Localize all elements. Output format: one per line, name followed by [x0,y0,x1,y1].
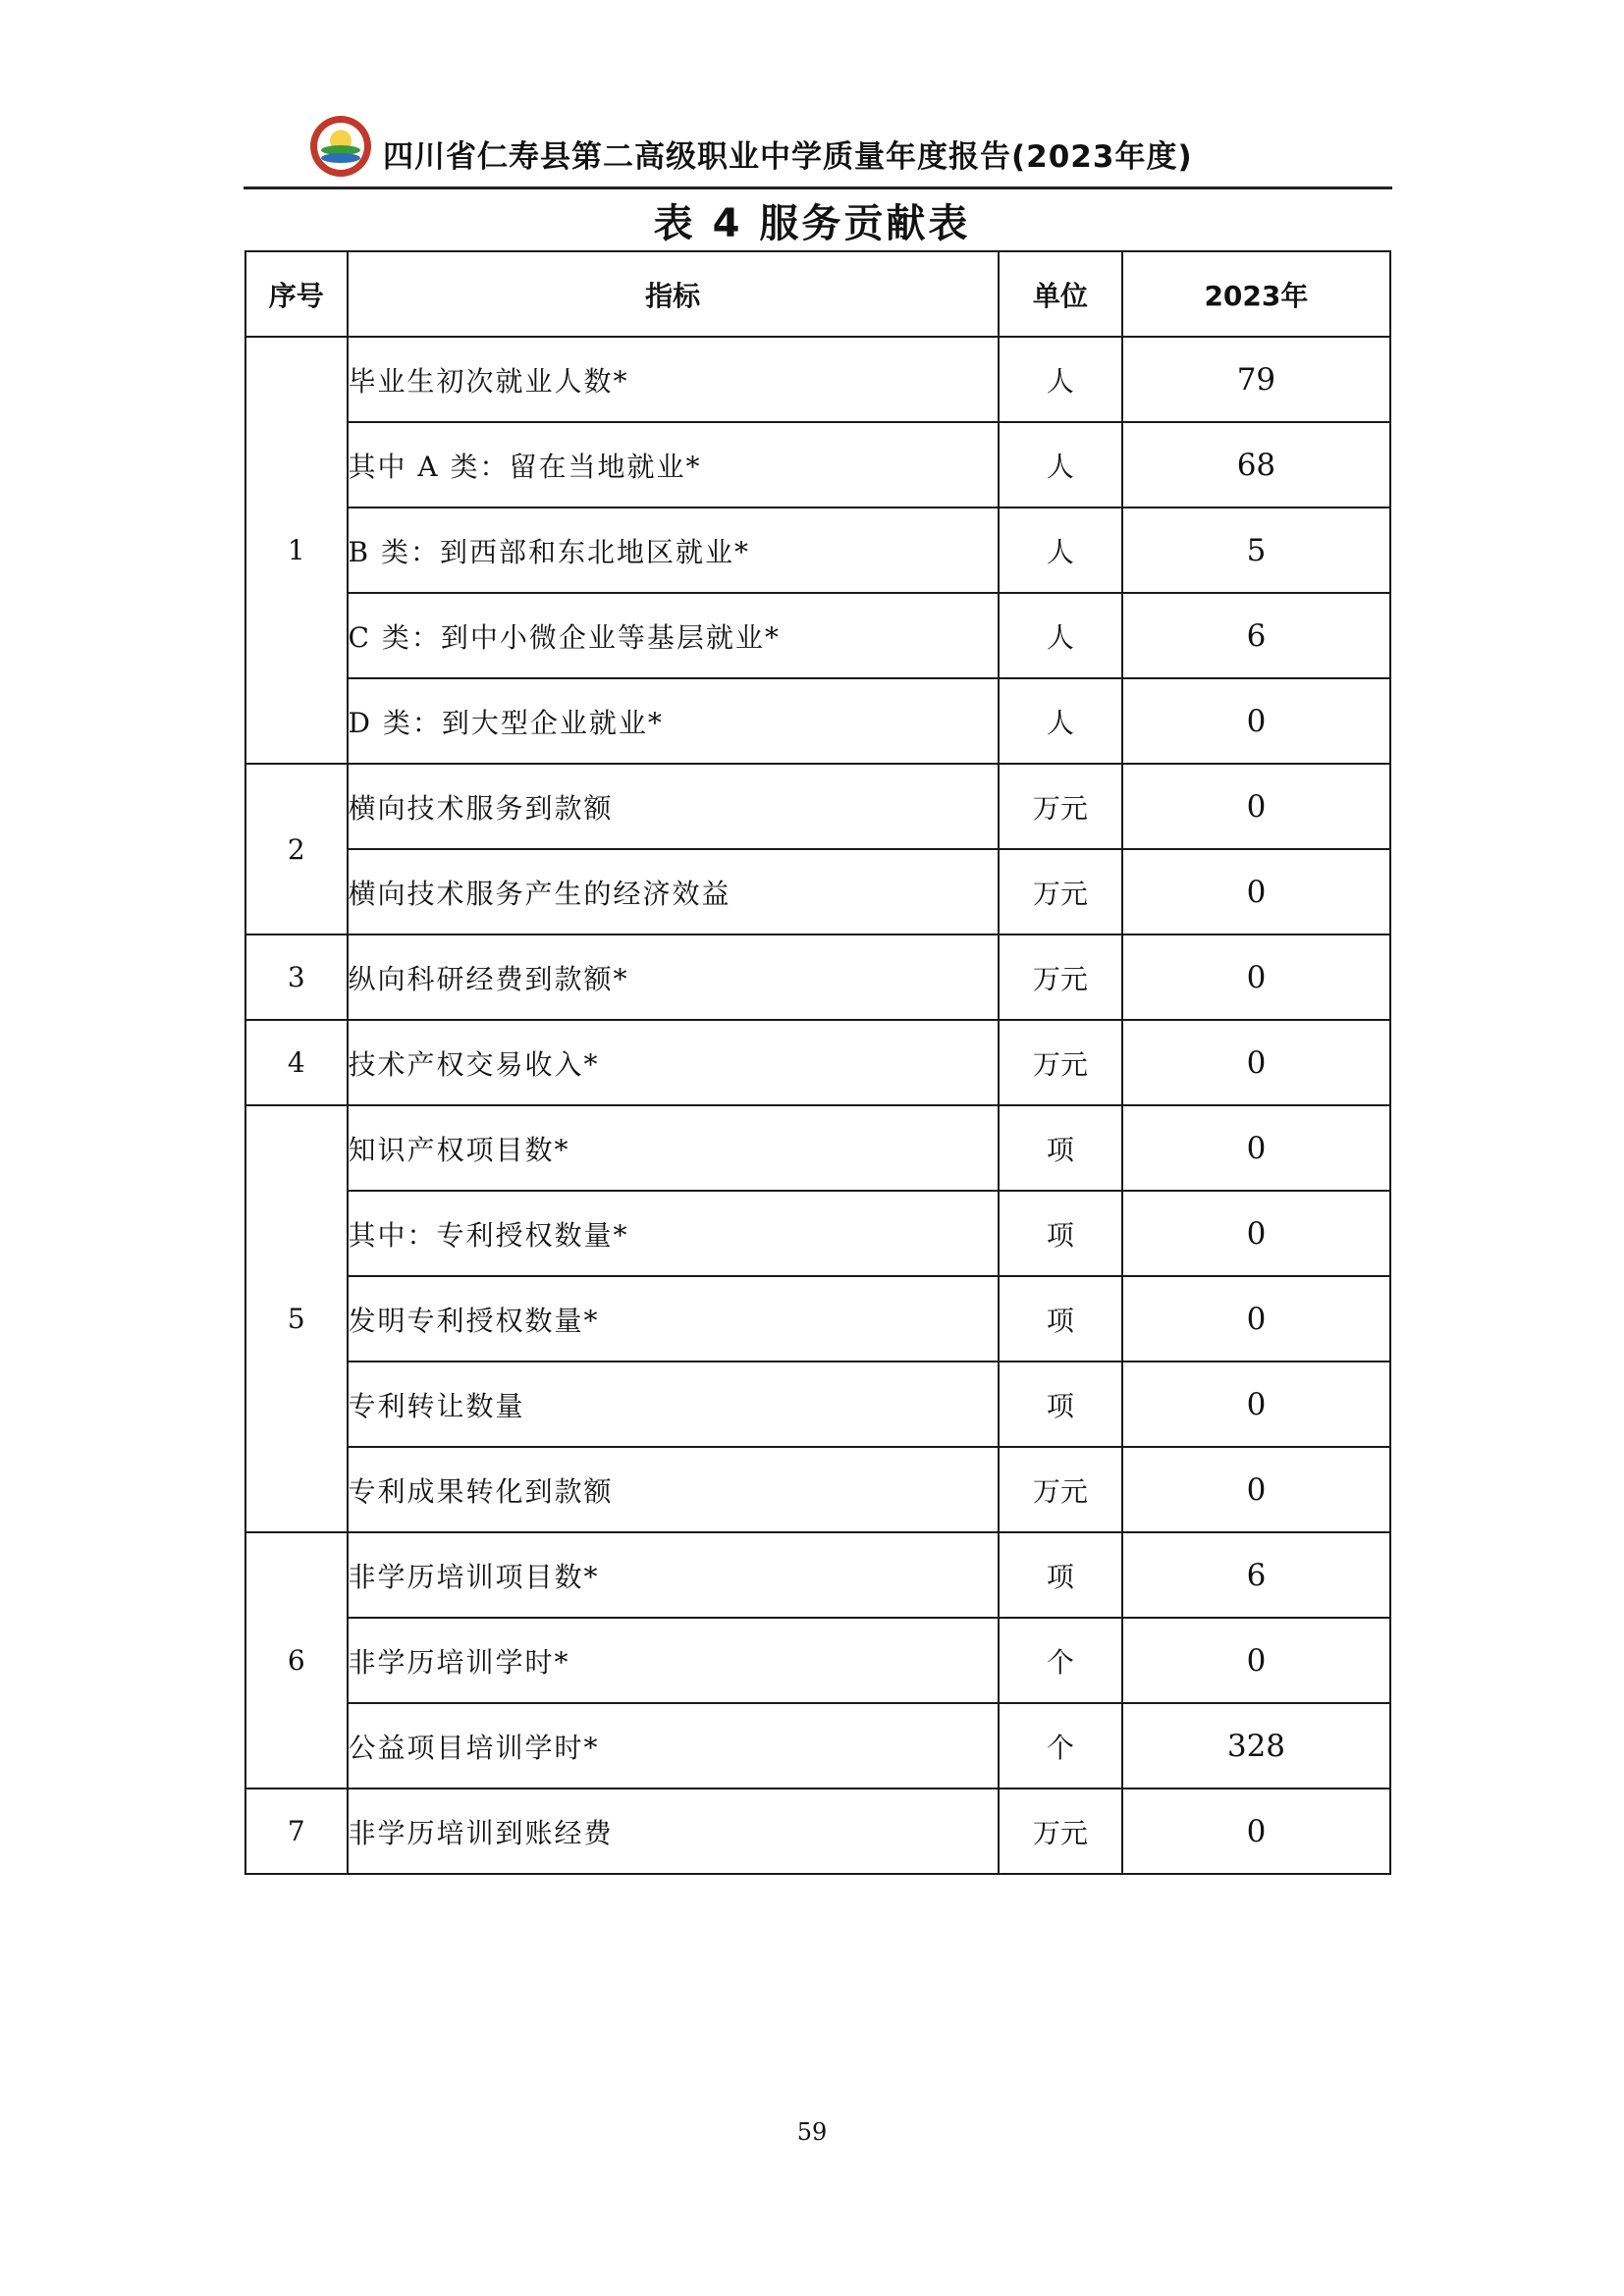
table-row [245,764,1390,849]
cell-indicator: 横向技术服务到款额 [348,764,999,849]
cell-value: 0 [1122,1618,1390,1703]
cell-indicator: 非学历培训学时* [348,1618,999,1703]
cell-value: 68 [1122,422,1390,507]
table-row [245,1703,1390,1789]
cell-value: 0 [1122,934,1390,1020]
service-contribution-table [244,250,1391,1875]
cell-indicator: 纵向科研经费到款额* [348,934,999,1020]
cell-unit: 万元 [999,764,1122,849]
cell-value: 328 [1122,1703,1390,1789]
cell-indicator: 公益项目培训学时* [348,1703,999,1789]
column-header-indicator: 指标 [348,251,999,337]
cell-value: 6 [1122,593,1390,678]
page-number: 59 [796,2118,828,2146]
cell-unit: 项 [999,1276,1122,1362]
cell-unit: 万元 [999,849,1122,934]
cell-value: 0 [1122,1447,1390,1532]
table-row [245,1447,1390,1532]
cell-indicator: 横向技术服务产生的经济效益 [348,849,999,934]
table-row [245,337,1390,422]
cell-value: 0 [1122,1105,1390,1191]
cell-seq: 7 [245,1789,348,1874]
cell-value: 0 [1122,1362,1390,1447]
table-row [245,1105,1390,1191]
cell-indicator: 专利转让数量 [348,1362,999,1447]
table-row [245,1532,1390,1618]
cell-seq: 4 [245,1020,348,1105]
cell-value: 0 [1122,849,1390,934]
cell-value: 0 [1122,1191,1390,1276]
table-title: 表 4 服务贡献表 [653,201,971,246]
cell-indicator: 知识产权项目数* [348,1105,999,1191]
cell-indicator: 技术产权交易收入* [348,1020,999,1105]
cell-unit: 万元 [999,1020,1122,1105]
column-header-seq: 序号 [245,251,348,337]
cell-unit: 项 [999,1362,1122,1447]
table-row [245,1276,1390,1362]
cell-indicator: 专利成果转化到款额 [348,1447,999,1532]
cell-seq: 5 [245,1105,348,1532]
table-row [245,1191,1390,1276]
cell-unit: 人 [999,422,1122,507]
table-row [245,1789,1390,1874]
cell-value: 0 [1122,1276,1390,1362]
cell-seq: 1 [245,337,348,764]
cell-value: 0 [1122,764,1390,849]
cell-value: 5 [1122,507,1390,593]
cell-unit: 项 [999,1105,1122,1191]
cell-unit: 人 [999,678,1122,764]
cell-seq: 3 [245,934,348,1020]
cell-indicator: 其中 A 类：留在当地就业* [348,422,999,507]
table-row [245,678,1390,764]
cell-indicator: C 类：到中小微企业等基层就业* [348,593,999,678]
page-header [244,106,1392,189]
cell-value: 79 [1122,337,1390,422]
cell-unit: 万元 [999,1789,1122,1874]
table-header-row [245,251,1390,337]
cell-unit: 项 [999,1532,1122,1618]
cell-unit: 人 [999,593,1122,678]
cell-unit: 个 [999,1618,1122,1703]
table-row [245,1618,1390,1703]
header-title: 四川省仁寿县第二高级职业中学质量年度报告(2023年度) [383,139,1193,175]
cell-indicator: 毕业生初次就业人数* [348,337,999,422]
table-body [245,337,1390,1874]
cell-indicator: 非学历培训到账经费 [348,1789,999,1874]
cell-indicator: 其中：专利授权数量* [348,1191,999,1276]
cell-unit: 人 [999,337,1122,422]
cell-unit: 项 [999,1191,1122,1276]
table-row [245,934,1390,1020]
cell-value: 0 [1122,1020,1390,1105]
cell-value: 6 [1122,1532,1390,1618]
cell-unit: 万元 [999,934,1122,1020]
cell-indicator: B 类：到西部和东北地区就业* [348,507,999,593]
table-row [245,593,1390,678]
column-header-year: 2023年 [1122,251,1390,337]
table-row [245,422,1390,507]
cell-unit: 个 [999,1703,1122,1789]
cell-value: 0 [1122,1789,1390,1874]
column-header-unit: 单位 [999,251,1122,337]
cell-unit: 人 [999,507,1122,593]
table-row [245,1362,1390,1447]
cell-indicator: 非学历培训项目数* [348,1532,999,1618]
table-row [245,507,1390,593]
cell-indicator: 发明专利授权数量* [348,1276,999,1362]
cell-unit: 万元 [999,1447,1122,1532]
cell-indicator: D 类：到大型企业就业* [348,678,999,764]
cell-seq: 6 [245,1532,348,1789]
table-row [245,849,1390,934]
table-row [245,1020,1390,1105]
cell-seq: 2 [245,764,348,934]
cell-value: 0 [1122,678,1390,764]
school-logo-icon [310,116,371,177]
